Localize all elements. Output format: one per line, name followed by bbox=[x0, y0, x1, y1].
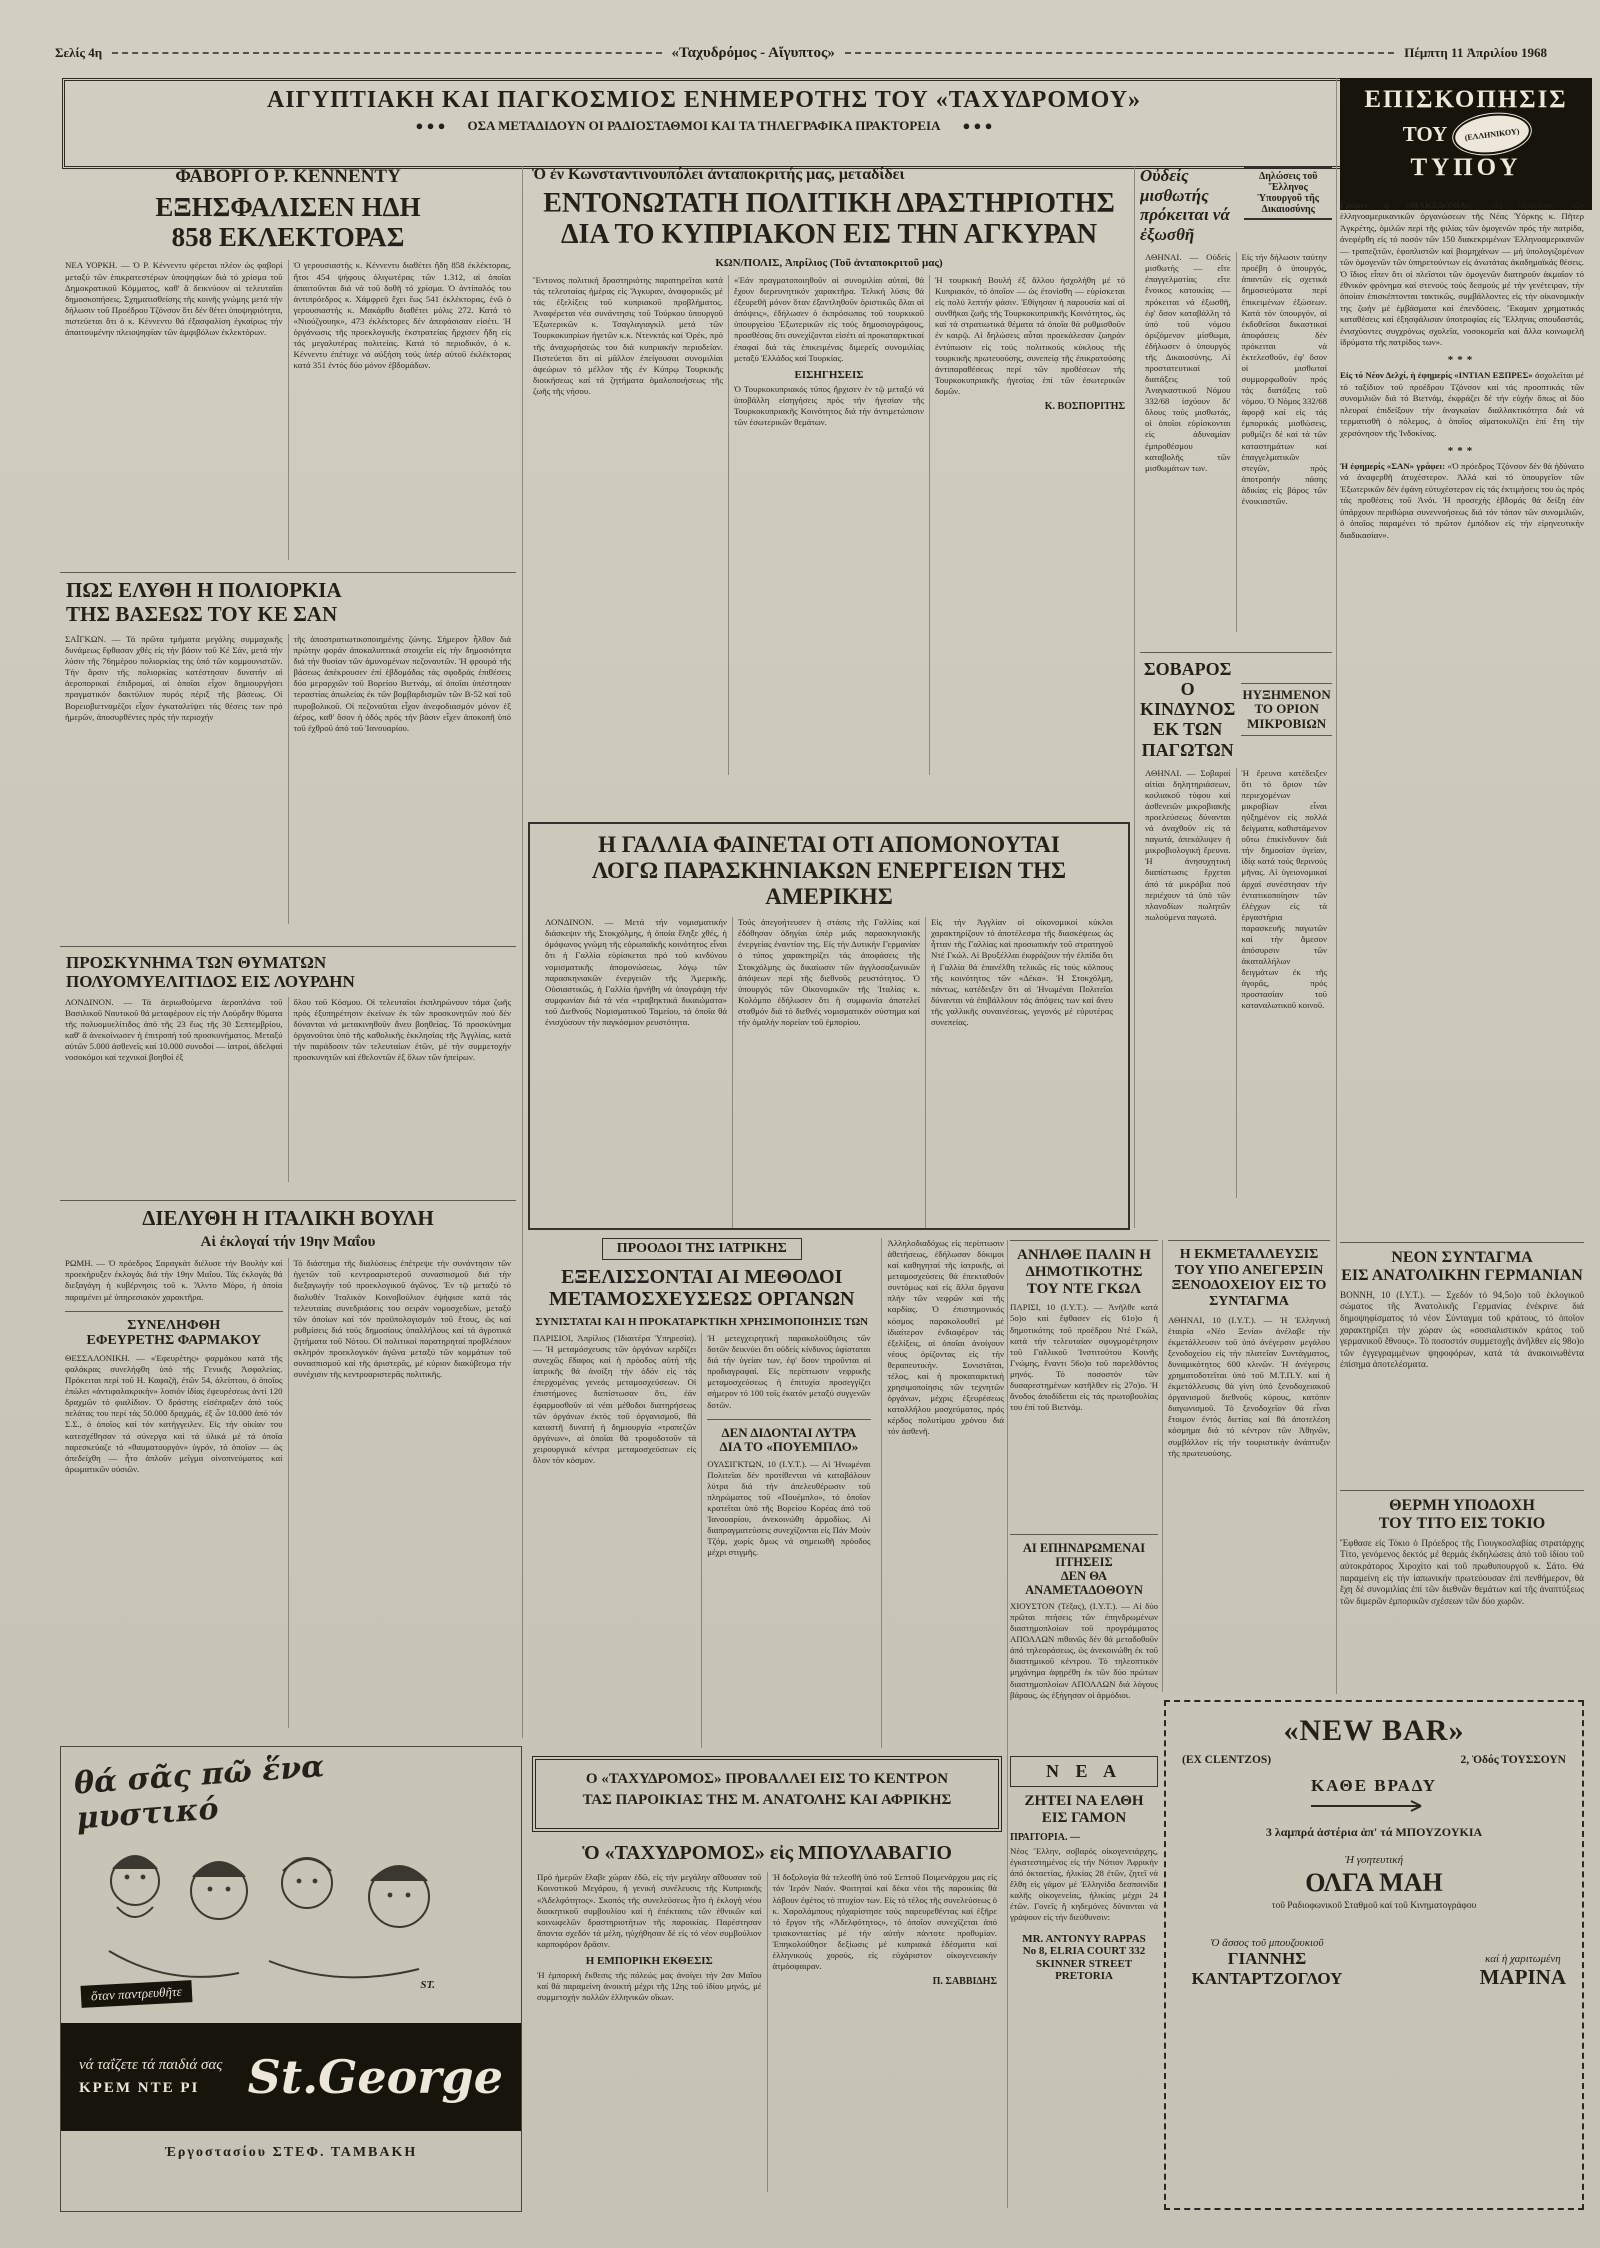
article-kicker: ΠΡΟΟΔΟΙ ΤΗΣ ΙΑΤΡΙΚΗΣ bbox=[602, 1238, 802, 1260]
article-column: ὅλου τοῦ Κόσμου. Οἱ τελευταῖοι ἐκπληρώνουν τάμα ζωῆς πρός ἐξυπηρέτησιν ἐκείνων ἐκ τῶν προσκυνητῶν πού δέν δύνανται νά μετακινηθοῦν ἄνευ βοηθείας. Τό προσκύνημα ὀργανοῦται ὑπό τῆς καθολικῆς ἐκκλησίας τῆς Ἀγγλίας, κατά τήν παράδοσιν τῶν τελευταίων ἐτῶν, μέ τήν συμμετοχήν προσκυνητῶν καί ἐθελοντῶν ἐξ ὅλων τῶν ἠπείρων. bbox=[288, 997, 517, 1182]
press-review-text: «Ὁ πρόεδρος Τζόνσον δέν θά ἠδύνατο νά ἀναφερθῆ ἀτυχέστερον. Ἀλλά καί τό ὑπουργεῖον τῶν Ἐξωτερικῶν δέν ἐφάνη εὐτυχέστερον εἰς τάς ἐκτιμήσεις του ὡς πρός τάς προθέσεις τοῦ Ἀνόι. Ἡ προσεχής ἑβδομάς θά δείξη ἐάν ὑπάρχουν περιθώρια συνεννοήσεως διά τόν τόπον τῶν συνομιλιῶν, ὁ ὁποῖος παραμένει τό πρῶτον ἐμπόδιον εἰς τήν εἰρηνευτικήν διαδικασίαν». bbox=[1340, 461, 1584, 540]
article-tenant bbox=[1140, 166, 1332, 648]
article-column: ΑΘΗΝΑΙ. — Σοβαραί αἰτίαι δηλητηριάσεων, κοιλιακοῦ τύφου καί ἀσθενειῶν μικροβιακῆς προελεύσεως δύνανται νά ἀναχθοῦν εἰς τά παγωτά, ἀπεκάλυψεν ἡ μικροβιολογική ἔρευνα. Ἡ ἀνησυχητική διαπίστωσις ἔρχεται ἀπό τά μικρόβια πού περιέχουν τά ὑπό τῶν πλανοδίων πωλητῶν πωλούμενα παγωτά. bbox=[1145, 767, 1231, 922]
advert-band-left bbox=[79, 2057, 222, 2097]
advert-stars-line: 3 λαμπρά ἀστέρια ἀπ' τά ΜΠΟΥΖΟΥΚΙΑ bbox=[1265, 1825, 1483, 1839]
article-column: Τό διάστημα τῆς διαλύσεως ἐπέτρεψε τήν συνάντησιν τῶν ἡγετῶν τοῦ κεντροαριστεροῦ συνασπισμοῦ διά τήν διεξαγωγήν τοῦ προεκλογικοῦ ἀγῶνος. Ἐν τῷ μεταξύ τό διαλυθέν Ἰταλικόν Κοινοβούλιον ἐψήφισε κατά τάς τελευταίας συνεδριάσεις του σειράν νομοσχεδίων, μεταξύ τῶν ὁποίων καί τόν προϋπολογισμόν τοῦ ἔτους, ὡς καί ρυθμίσεις διά τούς δημοσίους ὑπαλλήλους καί τά ἀγροτικά ζητήματα τοῦ Νότου. Οἱ πολιτικοί παρατηρηταί προβλέπουν σκληρόν προεκλογικόν ἀγῶνα μεταξύ τῶν κομμάτων τοῦ συνασπισμοῦ καί τῆς ἀριστερᾶς, μέ κύριον διακύβευμα τήν συνέχισιν τῆς κεντροαριστερᾶς πολιτικῆς. bbox=[288, 1258, 517, 1728]
article-khesanh bbox=[60, 572, 516, 945]
column-rule-vertical bbox=[1162, 1240, 1163, 1692]
article-headline-line1: ΔΕΝ ΔΙΔΟΝΤΑΙ ΛΥΤΡΑ bbox=[721, 1424, 857, 1440]
article-text: ΠΑΡΙΣΙ, 10 (Ι.Υ.Τ.). — Ἀνῆλθε κατά 5ο)ο καί ἔφθασεν εἰς 61ο)ο ἡ δημοτικότης τοῦ προέδρου Ντέ Γκώλ, κατά τήν τελευταίαν σφυγμομέτρησιν τοῦ Γαλλικοῦ Ἰνστιτούτου Κοινῆς Γνώμης, ἔναντι 56ο)ο τοῦ παρελθόντος μηνός. Τό ποσοστόν τῶν δυσαρεστημένων κατῆλθεν εἰς 27ο)ο. Ἡ ἄνοδος ἀποδίδεται εἰς τάς πρωτοβουλίας του ἐπί τοῦ Βιετνάμ. bbox=[1010, 1302, 1158, 1413]
bullets-right: ● ● ● bbox=[962, 118, 993, 133]
address-line: MR. ANTONYY RAPPAS bbox=[1022, 1933, 1146, 1946]
article-column: Εἰς τήν δήλωσιν ταύτην προέβη ὁ ὑπουργός, ἀπαντῶν εἰς σχετικά δημοσιεύματα περί ἐπικειμένων ἐξώσεων. Κατά τόν ὑπουργόν, αἱ ἐκδοθεῖσαι δικαστικαί ἀποφάσεις δέν πρόκειται νά ἐκτελεσθοῦν, ἐφ' ὅσον οἱ μισθωταί συμμορφωθοῦν πρός τάς διατάξεις τοῦ νόμου. Ὁ Νόμος 332/68 ἀφορᾷ καί εἰς τάς ἐμπορικάς μισθώσεις, ρυθμίζει δέ καί τά τῶν καταστημάτων καί ἐπαγγελματικῶν στεγῶν, πρός ἀποτροπήν πάσης ἀδικίας εἰς βάρος τῶν ἐνοικιαστῶν. bbox=[1236, 252, 1333, 632]
article-headline-line1: ΝΕΟΝ ΣΥΝΤΑΓΜΑ bbox=[1391, 1249, 1533, 1266]
star2-name: ΓΙΑΝΝΗΣ ΚΑΝΤΑΡΤΖΟΓΛΟΥ bbox=[1191, 1949, 1343, 1989]
promo-line2: ΤΑΣ ΠΑΡΟΙΚΙΑΣ ΤΗΣ Μ. ΑΝΑΤΟΛΗΣ ΚΑΙ ΑΦΡΙΚΗΣ bbox=[582, 1792, 952, 1808]
promo-box bbox=[532, 1756, 1002, 1832]
article-text: Ὁ Τουρκοκυπριακός τύπος ἤρχισεν ἐν τῷ μεταξύ νά ὑποβάλλη εἰσηγήσεις πρός τήν ἡγεσίαν τῆς Τουρκοκυπριακῆς Κοινότητος διά τήν ἀντιμετώπισιν τῶν ἐσωτερικῶν θεμάτων. bbox=[734, 383, 924, 427]
article-text: Ἡ τουρκική Βουλή ἐξ ἄλλου ἠσχολήθη μέ τό Κυπριακόν, τό ὁποῖον — ὡς ἐτονίσθη — εὑρίσκεται εἰς πολύ λεπτήν φάσιν. Ἐθίγησαν ἡ παρουσία καί αἱ συνθῆκαι ζωῆς τῆς Τουρκοκυπριακῆς Κοινότητος, ὡς καί τά στρατιωτικά θέματα τά ὁποῖα θά ρυθμισθοῦν ἐν καιρῷ. Αἱ δηλώσεις αὗται προεκάλεσαν ζωηράν ἐντύπωσιν εἰς τούς πολιτικούς κύκλους τῆς τουρκικῆς πρωτευούσης, συνεπείᾳ τῆς ἐπικρατούσης ἀντιπαραθέσεως περί τῶν προθέσεων τῆς Τουρκοκυπριακῆς ἡγεσίας ἐπί τῶν ἐσωτερικῶν δομῶν. bbox=[935, 275, 1125, 396]
article-boulavagio bbox=[532, 1842, 1002, 2210]
article-column: ΑΘΗΝΑΙ. — Οὐδείς μισθωτής — εἴτε ἐπαγγελματίας εἴτε ἔνοικος κατοικίας — πρόκειται νά ἐξωσθῆ, ἐφ' ὅσον καταβάλλη τό ὑπό τοῦ νόμου ὁριζόμενον μίσθωμα, ἐδήλωσεν ὁ ὑπουργός τῆς Δικαιοσύνης. Αἱ προστατευτικαί διατάξεις τοῦ Ἀναγκαστικοῦ Νόμου 332/68 ἰσχύουν δι' ὅλους τούς μισθωτάς, οἱ ὁποῖοι εὑρίσκονται εἰς ἀδυναμίαν ἐμπροθέσμου καταβολῆς τῶν μισθωμάτων των. bbox=[1145, 252, 1231, 473]
article-column bbox=[929, 275, 1130, 775]
article-column bbox=[532, 1872, 767, 2192]
bullets-left: ● ● ● bbox=[415, 118, 446, 133]
article-headline-line2: ΛΟΓΩ ΠΑΡΑΣΚΗΝΙΑΚΩΝ ΕΝΕΡΓΕΙΩΝ ΤΗΣ ΑΜΕΡΙΚΗΣ bbox=[591, 857, 1067, 909]
article-signature: Π. ΣΑΒΒΙΔΗΣ bbox=[932, 1976, 997, 1988]
article-icecream bbox=[1140, 652, 1332, 1239]
advert-bottom-row bbox=[1182, 1937, 1566, 1990]
article-text: ΘΕΣΣΑΛΟΝΙΚΗ. — «Ἐφευρέτης» φαρμάκου κατά τῆς φαλάκρας συνελήφθη ὑπό τῆς Γενικῆς Ἀσφαλείας. Πρόκειται περί τοῦ Η. Καφαζῆ, ἐτῶν 54, ἀλείπτου, ὁ ὁποῖος ἐπώλει «ἀντιφαλακρικήν» λοσιόν ἰδίας ἐφευρέσεως ἀντί 120 δραχμῶν τό φιαλίδιον. Ὁ δράστης εἰσέπραξεν ἀπό τούς πελάτας του περί τάς 50.000 δραχμάς, ἐξ ὧν 10.000 ἀπό τόν Σ.Σ., ὁ ὁποῖος καί τόν κατήγγειλεν. Εἰς τήν οἰκίαν του κατεσχέθησαν τά σύνεργα καί τά ὑλικά μέ τά ὁποῖα παρεσκεύαζε τό «θαυματουργόν» ὑγρόν, τό ὁποῖον — ὡς ἀπεδείχθη — ἦτο ἁπλοῦν μεῖγμα οἰνοπνεύματος καί ἀρωματικῶν οὐσιῶν. bbox=[65, 1352, 283, 1474]
article-france bbox=[528, 822, 1130, 1230]
article-text: ΒΟΝΝΗ, 10 (Ι.Υ.Τ.). — Σχεδόν τό 94,5ο)ο τοῦ ἐκλογικοῦ σώματος τῆς Ἀνατολικῆς Γερμανίας ἐνέκρινε διά δημοψηφίσματος τό νέον Σύνταγμα τοῦ κράτους, τό ὁποῖον χαρακτηρίζει τήν χώραν ὡς «σοσιαλιστικόν κράτος τοῦ γερμανικοῦ ἔθνους». Τό ποσοστόν συμμετοχῆς ἀνῆλθεν εἰς 98ο)ο τῶν ἐγγεγραμμένων ψηφοφόρων, κατά τά ἀνακοινωθέντα ἐπίσημα ἀποτελέσματα. bbox=[1340, 1289, 1584, 1370]
article-cyprus bbox=[528, 166, 1130, 814]
article-headline: Οὐδείς μισθωτής πρόκειται νά ἐξωσθῆ bbox=[1140, 166, 1230, 244]
press-review-source: Γράφει ἡ «ΜΑΚΕΔΟΝΙΑ»: bbox=[1340, 200, 1474, 210]
article-headline-line2: ΤΟΥ ΤΙΤΟ ΕΙΣ ΤΟΚΙΟ bbox=[1378, 1514, 1546, 1532]
article-medical-main bbox=[528, 1238, 876, 1748]
article-column: ΝΕΑ ΥΟΡΚΗ. — Ὁ Ρ. Κέννεντυ φέρεται πλέον ὡς φαβορί μεταξύ τῶν ἐπικρατεστέρων ὑποψηφίων διά τό χρίσμα τοῦ Δημοκρατικοῦ Κόμματος, καθ' ἅ δεικνύουν αἱ τελευταῖαι δημοσκοπήσεις. Σχηματισθείσης τῆς κοινῆς γνώμης μετά τήν δήλωσιν τοῦ Προέδρου Τζόνσον ὅτι δέν θέτει ὑποψηφιότητα, πιστεύεται ὅτι ὁ κ. Κέννεντυ θά ἐξασφαλίση ἐγκαίρως τήν ἀπαιτουμένην πλειοψηφίαν τῶν ἀμφιβόλων ἐκλεκτόρων. bbox=[65, 260, 283, 337]
article-column: ΛΟΝΔΙΝΟΝ. — Τά ἀεριωθούμενα ἀεροπλάνα τοῦ Βασιλικοῦ Ναυτικοῦ θά μεταφέρουν εἰς τήν Λούρδην θύματα τῆς πολυομυελίτιδος ἀπό τῆς 23 ἕως τῆς 30 Σεπτεμβρίου, καθ' ἅ ἀνεκοίνωσεν ἡ ἐπιτροπή τοῦ προσκυνήματος. Μεταξύ αὐτῶν 5.000 ἀσθενεῖς καί 10.000 συνοδοί — ἰατροί, ἀδελφαί νοσοκόμοι καί τεχνικοί βοηθοί ἐξ bbox=[65, 997, 283, 1063]
article-dateline: ΚΩΝ/ΠΟΛΙΣ, Ἀπρίλιος (Τοῦ ἀνταποκριτοῦ μας) bbox=[715, 256, 943, 269]
press-review-item bbox=[1340, 200, 1584, 348]
article-headline-line2: ΔΙΑ ΤΟ «ΠΟΥΕΜΠΛΟ» bbox=[719, 1439, 859, 1455]
article-column bbox=[60, 1258, 288, 1728]
banner-title: ΑΙΓΥΠΤΙΑΚΗ ΚΑΙ ΠΑΓΚΟΣΜΙΟΣ ΕΝΗΜΕΡΟΤΗΣ ΤΟΥ «ΤΑΧΥΔΡΟΜΟΥ» bbox=[266, 87, 1142, 113]
section-separator: *** bbox=[1447, 445, 1477, 458]
article-text: ΟΥΑΣΙΓΚΤΩΝ, 10 (Ι.Υ.Τ.). — Αἱ Ἡνωμέναι Πολιτεῖαι δέν προτίθενται νά καταβάλουν λύτρα διά τήν ἀπελευθέρωσιν τοῦ πληρώματος τοῦ «Πουέμπλο», τό ὁποῖον κρατεῖται ὑπό τῆς Βορείου Κορέας ἀπό τοῦ Ἰανουαρίου, ἀνεκοινώθη ἁρμοδίως. Αἱ διαπραγματεύσεις συνεχίζονται εἰς Πάν Μούν Τζόμ, χωρίς ὅμως νά σημειωθῆ πρόοδος μέχρι στιγμῆς. bbox=[707, 1458, 871, 1558]
address-line: No 8, ELRIA COURT 332 bbox=[1022, 1945, 1146, 1958]
page-number: Σελίς 4η bbox=[55, 45, 103, 60]
star2-label: Ὁ ἄσσος τοῦ μπουζουκιοῦ bbox=[1210, 1937, 1324, 1949]
header-rule-right bbox=[845, 52, 1394, 54]
nea-column bbox=[1010, 1756, 1158, 2210]
article-headline-line2: ΕΙΣ ΑΝΑΤΟΛΙΚΗΝ ΓΕΡΜΑΝΙΑΝ bbox=[1341, 1266, 1583, 1284]
star1-description: τοῦ Ραδιοφωνικοῦ Σταθμοῦ καί τοῦ Κινηματογράφου bbox=[1271, 1901, 1477, 1911]
article-text: Ἡ μετεγχειρητική παρακολούθησις τῶν δοτῶν δεικνύει ὅτι οὐδείς κίνδυνος ὑφίσταται διά τήν ὑγείαν των, ἐφ' ὅσον τηροῦνται αἱ προδιαγραφαί. Εἰς περίπτωσιν νεφρικῆς μεταμοσχεύσεως ἡ ἐπιτυχία προσεγγίζει σήμερον τό 100 τοῖς ἑκατόν μεταξύ συγγενῶν δοτῶν. bbox=[707, 1333, 871, 1410]
arrow-icon bbox=[1309, 1798, 1439, 1814]
news-banner bbox=[62, 78, 1346, 169]
star3-name: ΜΑΡΙΝΑ bbox=[1479, 1964, 1566, 1989]
press-review-item bbox=[1340, 461, 1584, 541]
star1-label: Ἡ γοητευτική bbox=[1344, 1854, 1404, 1866]
article-medical bbox=[528, 1238, 1004, 1748]
article-flights bbox=[1010, 1534, 1158, 1757]
article-column: Ἔντονος πολιτική δραστηριότης παρατηρεῖται κατά τάς τελευταίας ἡμέρας εἰς Ἄγκυραν, ἀναφορικῶς μέ τάς ἐξελίξεις τοῦ κυπριακοῦ προβλήματος. Ἀναφέρεται νέα συνάντησις τοῦ Τούρκου ὑπουργοῦ Ἐξωτερικῶν κ. Τσαγλαγιαγκίλ μετά τῶν Τουρκοκυπρίων ἡγετῶν κ.κ. Ντενκτάς καί Ὀρέκ, πρό τῆς ἀναχωρήσεώς του διά κυπριακήν περιοδείαν. Πιστεύεται ὅτι αἱ μᾶλλον ἐπείγουσαι συνομιλίαι ἀφεώρων τό μέλλον τῆς ἐν Κύπρῳ Τουρκικῆς διοικήσεως καί τά ζητήματα ὁμαλοποιήσεως τῆς ζωῆς τῆς νήσου. bbox=[533, 275, 723, 396]
masthead: «Ταχυδρόμος - Αἴγυπτος» bbox=[671, 44, 835, 61]
illustrator-signature: ST. bbox=[420, 1979, 435, 1991]
article-headline-line2: ΤΗΣ ΒΑΣΕΩΣ ΤΟΥ ΚΕ ΣΑΝ bbox=[66, 601, 338, 626]
press-review-body bbox=[1340, 200, 1584, 1238]
article-pueblo bbox=[707, 1419, 870, 1559]
article-text: Ἡ ἐμπορική ἔκθεσις τῆς πόλεώς μας ἀνοίγει τήν 2αν Μαΐου καί θά παραμείνη ἀνοικτή μέχρι τῆς 12ης τοῦ ἰδίου μηνός, μέ συμμετοχήν πολλῶν ἑλληνικῶν οἴκων. bbox=[537, 1969, 762, 2003]
column-rule-vertical bbox=[1134, 166, 1135, 1228]
article-headline: Η ΕΚΜΕΤΑΛΛΕΥΣΙΣ ΤΟΥ ΥΠΟ ΑΝΕΓΕΡΣΙΝ ΞΕΝΟΔΟΧΕΙΟΥ ΕΙΣ ΤΟ ΣΥΝΤΑΓΜΑ bbox=[1171, 1247, 1327, 1310]
advert-newbar bbox=[1164, 1700, 1584, 2210]
header-rule-left bbox=[112, 52, 661, 54]
column-rule-vertical bbox=[1336, 78, 1337, 1694]
banner-subtitle: ΟΣΑ ΜΕΤΑΔΙΔΟΥΝ ΟΙ ΡΑΔΙΟΣΤΑΘΜΟΙ ΚΑΙ ΤΑ ΤΗΛΕΓΡΑΦΙΚΑ ΠΡΑΚΤΟΡΕΙΑ bbox=[467, 118, 941, 133]
article-kicker: ΦΑΒΟΡΙ Ο Ρ. ΚΕΝΝΕΝΤΥ bbox=[175, 166, 401, 187]
article-headline: ΔΙΕΛΥΘΗ Η ΙΤΑΛΙΚΗ ΒΟΥΛΗ bbox=[142, 1206, 434, 1230]
star3-block bbox=[1480, 1953, 1566, 1990]
article-text: ΡΩΜΗ. — Ὁ πρόεδρος Σαραγκάτ διέλυσε τήν Βουλήν καί προεκήρυξεν ἐκλογάς διά τήν 19ην Μαΐου. Τάς ἐκλογάς θά διεξαγάγη ἡ κυβέρνησις τοῦ κ. Ἄλντο Μόρο, ἡ ὁποία παραμένει μέ ὑπηρεσιακόν χαρακτῆρα. bbox=[65, 1258, 283, 1302]
article-headline-line2: 858 ΕΚΛΕΚΤΟΡΑΣ bbox=[171, 222, 405, 253]
article-headline-line2: ΜΕΤΑΜΟΣΧΕΥΣΕΩΣ ΟΡΓΑΝΩΝ bbox=[548, 1288, 855, 1311]
advert-title: «NEW BAR» bbox=[1283, 1714, 1465, 1747]
starburst-badge-icon: (ΕΛΛΗΝΙΚΟΥ) bbox=[1453, 112, 1531, 157]
star2-block bbox=[1182, 1937, 1352, 1990]
article-italy bbox=[60, 1200, 516, 1745]
article-headline-line2: ΠΟΛΥΟΜΥΕΛΙΤΙΔΟΣ ΕΙΣ ΛΟΥΡΔΗΝ bbox=[66, 972, 355, 992]
article-lourdes bbox=[60, 946, 516, 1199]
article-column: τῆς ἀποστρατιωτικοποιημένης ζώνης. Σήμερον ἦλθον διά πρώτην φοράν ἀποκαλυπτικά στοιχεῖα εἰς τήν δημοσιότητα διά τήν θυσίαν τῶν ἀμυνομένων πεζοναυτῶν. Ἡ φρουρά τῆς βάσεως ἀπέκρουσεν ἐπί ἑβδομάδας τάς σφοδράς ἐπιθέσεις δύο μεραρχιῶν τοῦ Βορείου Βιετνάμ, αἱ ὁποῖαι ὑπέστησαν τεραστίας ἀπωλείας ἐκ τῶν βομβαρδισμῶν τῶν Β-52 καί τοῦ πυροβολικοῦ. Οἱ πεζοναῦται εἶχον ἀνεφοδιασμόν μόνον ἐξ ἀέρος, καθ' ὅσον ἡ ὁδός πρός τήν βάσιν εἶχεν ἀποκοπῆ ὑπό τοῦ ἐχθροῦ ἀπό τοῦ Ἰανουαρίου. bbox=[288, 634, 517, 924]
article-text: ΑΘΗΝΑΙ, 10 (Ι.Υ.Τ.). — Ἡ Ἑλληνική ἑταιρία «Νέο Ξενία» ἀνέλαβε τήν ἐκμετάλλευσιν τοῦ ὑπό ἀνέγερσιν μεγάλου ξενοδοχείου εἰς τήν πλατεῖαν Συντάγματος, δυναμικότητος 600 κλινῶν. Ἡ ἀνέγερσις χρηματοδοτεῖται ὑπό τοῦ Μ.Τ.Π.Υ. καί ἡ ἐκμετάλλευσις θά γίνη ὑπό ξενοδοχειακοῦ ὀργανισμοῦ διεθνοῦς κύρους, κατόπιν διαγωνισμοῦ. Τό ξενοδοχεῖον θά εἶναι ἕτοιμον ἐντός διετίας καί θά ἀποτελέση κόσμημα διά τό κέντρον τῶν Ἀθηνῶν, συμβάλλον εἰς τήν τουριστικήν ἀνάπτυξιν τῆς πρωτευούσης. bbox=[1168, 1314, 1330, 1458]
address-line: PRETORIA bbox=[1055, 1970, 1113, 1983]
nea-header: Ν Ε Α bbox=[1010, 1756, 1158, 1787]
article-headline: Ὁ «ΤΑΧΥΔΡΟΜΟΣ» εἰς ΜΠΟΥΛΑΒΑΓΙΟ bbox=[582, 1842, 952, 1864]
article-column bbox=[701, 1333, 875, 1748]
article-column: Ἀλληλοδιαδόχως εἰς περίπτωσιν ἀθετήσεως, ἐδήλωσαν δόκιμοι καί καθηγηταί τῆς ἰατρικῆς, αἱ μεταμοσχεύσεις θά ἐπεκταθοῦν συντόμως καί εἰς ἄλλα ὄργανα πλήν τῶν νεφρῶν καί τῆς καρδίας. Ὁ ἐπιστημονικός κόσμος παρακολουθεῖ μέ ἰδιαίτερον ἐνδιαφέρον τάς ἐξελίξεις, αἱ ὁποῖαι ἀνοίγουν νέους ὁρίζοντας εἰς τήν θεραπευτικήν. Συνιστᾶται, τέλος, καί ἡ προκαταρκτική χρησιμοποίησις τῶν τεχνητῶν ὀργάνων, μέχρις ἐξευρέσεως καταλλήλου μοσχεύματος, πρός κέρδος πολυτίμου χρόνου διά τόν ἀσθενῆ. bbox=[881, 1238, 1005, 1748]
column-rule-vertical bbox=[522, 166, 523, 1738]
article-kicker: Ὁ ἐν Κωνσταντινουπόλει ἀνταποκριτής μας, μεταδίδει bbox=[532, 166, 905, 183]
article-column: Ὁ γερουσιαστής κ. Κέννεντυ διαθέτει ἤδη 858 ἐκλέκτορας, ἤτοι 454 ψήφους ὀλιγωτέρας τῶν 1.312, αἱ ὁποῖαι ἀπαιτοῦνται διά νά τοῦ δοθῆ τό χρίσμα. Ὁ ἀντίπαλός του ἀντιπρόεδρος κ. Χάμφρεϋ ἔχει ἕως 541 ἐκλέκτορας, ἐνῶ ὁ γερουσιαστής κ. Μακάρθυ διαθέτει μόλις 272. Κατά τό «Νιούζγουηκ», 473 ἐκλέκτορες δέν ἀπεφάσισαν εἰσέτι. Ἡ ὀργάνωσις τῆς προεκλογικῆς ἐκστρατείας ἤρχισεν ἤδη εἰς τάς μεγαλυτέρας πολιτείας. Κατά τό περιοδικόν, ὁ κ. Κέννεντυ ἐπέτυχε νά αὐξήση τούς ὑπέρ αὐτοῦ ἐκλέκτορας κατά 351 ἐντός δύο μόνον ἑβδομάδων. bbox=[288, 260, 517, 560]
article-text: «Ἐάν πραγματοποιηθοῦν αἱ συνομιλίαι αὐταί, θά ἔχουν διερευνητικόν χαρακτῆρα. Τελική λύσις θά ἐξευρεθῆ μόνον ὅταν ἐξαντληθοῦν ὁριστικῶς ὅλαι αἱ ἀπόψεις», ἐδήλωσεν ὁ ἐκπρόσωπος τοῦ τουρκικοῦ ὑπουργείου Ἐξωτερικῶν εἰς τούς δημοσιογράφους, προσθέσας ὅτι συνεχίζονται εἰσέτι αἱ προκαταρκτικαί ἐπαφαί διά τάς ἐπικειμένας διμερεῖς συνομιλίας μεταξύ Ἑλλάδος καί Τουρκίας. bbox=[734, 275, 924, 363]
article-pharma bbox=[65, 1311, 283, 1475]
article-text: ΧΙΟΥΣΤΟΝ (Τέξας), (Ι.Υ.Τ.). — Αἱ δύο πρῶται πτήσεις τῶν ἐπηνδρωμένων διαστημοπλοίων τοῦ προγράμματος ΑΠΟΛΛΩΝ πιθανῶς δέν θά μεταδοθοῦν ἀπό τηλεοράσεως, ὡς ἀνεκοινώθη ἐκ τοῦ διαστημικοῦ κέντρου. Τό τηλεοπτικόν μηχάνημα ἀφῃρέθη ἐκ τῶν δύο πρώτων διαστημοπλοίων ΑΠΟΛΛΩΝ διά λόγους βάρους, ὡς ἐξήγησαν οἱ ἁρμόδιοι. bbox=[1010, 1601, 1158, 1700]
article-headline-line2: ΕΙΣ ΓΑΜΟΝ bbox=[1041, 1809, 1127, 1826]
page-date: Πέμπτη 11 Ἀπριλίου 1968 bbox=[1404, 45, 1547, 60]
article-column: ΣΑΪΓΚΩΝ. — Τά πρῶτα τμήματα μεγάλης συμμαχικῆς δυνάμεως ἔφθασαν χθές εἰς τήν βάσιν τοῦ Κέ Σάν, μετά τήν λύσιν τῆς 76ημέρου πολιορκίας της ὑπό τῶν κομμουνιστῶν. Τήν ἄρσιν τῆς πολιορκίας κατέστησαν δυνατήν αἱ ἀεροπορικαί ἐπιδρομαί, αἱ ὁποῖαι εἶχον δημιουργήσει πραγματικόν δακτύλιον πυρός πέριξ τῆς βάσεως. Οἱ Βορειοβιετναμέζοι εἶχον ἐγκαταλείψει τάς θέσεις των πρό ἡμερῶν, ἀποσυρθέντες πρός τήν περιοχήν bbox=[65, 634, 283, 722]
article-headline-line1: ΖΗΤΕΙ ΝΑ ΕΛΘΗ bbox=[1024, 1793, 1144, 1809]
press-review-title-row bbox=[1344, 116, 1588, 152]
article-column: Εἰς τήν Ἀγγλίαν οἱ οἰκονομικοί κύκλοι χαρακτηρίζουν τό ἀποτέλεσμα τῆς διασκέψεως ὡς ἧτταν τῆς Γαλλίας καί προσωπικήν τοῦ στρατηγοῦ Ντέ Γκώλ. Αἱ Βρυξέλλαι ἐκφράζουν τήν ἐλπίδα ὅτι ἡ Γαλλία θά ἐπανέλθη τελικῶς εἰς τούς κόλπους τῆς κοινότητος τῶν «Δέκα». Ἡ Στοκχόλμη, πάντως, κατέδειξεν ὅτι αἱ Ἡνωμέναι Πολιτεῖαι δύνανται νά ἐπιβάλλουν τάς ἀπόψεις των καί ἄνευ τῆς γαλλικῆς συναινέσεως, γεγονός μέ εὐρυτέρας συνεπείας. bbox=[925, 917, 1118, 1230]
article-subhead: Δηλώσεις τοῦ Ἕλληνος Ὑπουργοῦ τῆς Δικαιοσύνης bbox=[1244, 166, 1332, 220]
article-column bbox=[728, 275, 929, 775]
advert-script-headline: θά σᾶς πῶ ἕνα μυστικό bbox=[72, 1749, 326, 1837]
article-headline-line1: ΕΝΤΟΝΩΤΑΤΗ ΠΟΛΙΤΙΚΗ ΔΡΑΣΤΗΡΙΟΤΗΣ bbox=[543, 188, 1115, 219]
advert-ex-name: (EX CLENTZOS) bbox=[1182, 1754, 1272, 1766]
article-column: Ἡ ἔρευνα κατέδειξεν ὅτι τό ὅριον τῶν περιεχομένων μικροβίων εἶναι ηὐξημένον εἰς πολλά δείγματα, καθιστάμενον οὕτω ἐπικίνδυνον διά τήν δημοσίαν ὑγείαν, ἰδίᾳ κατά τούς θερινούς μῆνας. Αἱ ὑγειονομικαί ἀρχαί συνέστησαν τήν ἐντατικοποίησιν τῶν ἐλέγχων εἰς τά ἐργαστήρια παρασκευῆς παγωτῶν καί τήν ἄμεσον ἀπόσυρσιν τῶν ἀκαταλλήλων δειγμάτων ἐκ τῆς ἀγορᾶς, πρός προστασίαν τοῦ καταναλωτικοῦ κοινοῦ. bbox=[1236, 768, 1333, 1198]
article-column: Τούς ἀπεγοήτευσεν ἡ στάσις τῆς Γαλλίας καί ἐδόθησαν ὁδηγίαι ὑπέρ μιᾶς παρασκηνιακῆς ἐνεργείας ἐναντίον της. Εἰς τήν Δυτικήν Γερμανίαν ὁ τύπος χαρακτηρίζει τάς ἀποφάσεις τῆς Στοκχόλμης ὡς δικαίωσιν τῶν ἀγγλοσαξωνικῶν ἀπόψεων περί τῆς διεθνοῦς ρευστότητος. Ὁ ὑπουργός τῶν Οἰκονομικῶν τῆς Ἰταλίας κ. Κολόμπο ἐδήλωσεν ὅτι ἡ συμφωνία ἀποτελεῖ σταθμόν διά τό διεθνές νομισματικόν σύστημα καί τήν ὁμαλήν πορείαν τοῦ ἐμπορίου. bbox=[732, 917, 925, 1230]
advert-illustration bbox=[69, 1811, 509, 2007]
star1-name: ΟΛΓΑ ΜΑΗ bbox=[1305, 1868, 1443, 1897]
advert-brand-name: St.George bbox=[247, 2050, 503, 2104]
article-headline: ΑΝΗΛΘΕ ΠΑΛΙΝ Η ΔΗΜΟΤΙΚΟΤΗΣ ΤΟΥ ΝΤΕ ΓΚΩΛ bbox=[1017, 1247, 1151, 1297]
press-review-title-line3: ΤΥΠΟΥ bbox=[1410, 154, 1522, 181]
press-review-item bbox=[1340, 370, 1584, 439]
article-column bbox=[767, 1872, 1003, 2192]
page-header bbox=[55, 40, 1547, 66]
article-headline-line1: ΠΡΟΣΚΥΝΗΜΑ ΤΩΝ ΘΥΜΑΤΩΝ bbox=[66, 953, 327, 972]
article-text: Νέος Ἕλλην, σοβαρός οἰκογενειάρχης, ἐγκατεστημένος εἰς τήν Νότιον Ἀφρικήν ἀπό ὀκταετίας, ἡλικίας 28 ἐτῶν, ζητεῖ νά ἔλθη εἰς γάμον μέ Ἑλληνίδα δεσποινίδα καλῆς οἰκογενείας, ἡλικίας μέχρι 24 ἐτῶν. Γονεῖς ἤ κηδεμόνες δύνανται νά γράψουν εἰς τήν διεύθυνσιν: bbox=[1010, 1845, 1158, 1923]
advert-stgeorge bbox=[60, 1746, 522, 2212]
article-headline-line2: ΔΙΑ ΤΟ ΚΥΠΡΙΑΚΟΝ ΕΙΣ ΤΗΝ ΑΓΚΥΡΑΝ bbox=[560, 219, 1098, 251]
banner-subtitle-row bbox=[69, 118, 1339, 134]
article-headline-line1: ΑΙ ΕΠΗΝΔΡΩΜΕΝΑΙ ΠΤΗΣΕΙΣ bbox=[1022, 1541, 1146, 1569]
article-text: Ἡ δοξολογία θά τελεσθῆ ὑπό τοῦ Σεπτοῦ Ποιμενάρχου μας εἰς τόν Ἱερόν Ναόν. Φοιτηταί καί δέκα νέοι τῆς παροικίας θά λάβουν ἐφέτος τό πτυχίον των. Εἰς τό τέλος τῆς συνελεύσεως ὁ κ. Χαραλάμπους ηὐχαρίστησε τούς παρευρεθέντας καί ἐξῆρε τό ἔργον τῆς «Ἀδελφότητος», τό ὁποῖον συνεχίζεται ἀπό τριακονταετίας μέ τήν αὐτήν πάντοτε προθυμίαν. Ἐπηκολούθησε δεξίωσις μέ κυπριακά ἐδέσματα καί ἑλληνικούς χορούς, εἰς εὐχάριστον οἰκογενειακήν ἀτμόσφαιραν. bbox=[772, 1872, 997, 1972]
article-headline-line1: ΕΞΗΣΦΑΛΙΣΕΝ ΗΔΗ bbox=[155, 192, 421, 222]
press-review-title-line1: ΕΠΙΣΚΟΠΗΣΙΣ bbox=[1364, 86, 1568, 113]
article-column: ΛΟΝΔΙΝΟΝ. — Μετά τήν νομισματικήν διάσκεψιν τῆς Στοκχόλμης, ἡ ὁποία ἔληξε χθές, ἡ ὁμόφωνος γνώμη τῆς εὐρωπαϊκῆς κοινότητος εἶναι ὅτι ἡ Γαλλία εὑρίσκεται πρό τοῦ κινδύνου νομισματικῆς ἀπομονώσεως, λόγῳ τῶν παρασκηνιακῶν ἐνεργειῶν τῆς Ἀμερικῆς. Οὐσιαστικῶς, ἡ Γαλλία ἠρνήθη νά ὑπογράψη τήν συμφωνίαν διά τά νέα «τραβηκτικά δικαιώματα» τοῦ Διεθνοῦς Νομισματικοῦ Ταμείου, τά ὁποῖα θά ἐνισχύσουν τήν παγκόσμιον ρευστότητα. bbox=[545, 917, 727, 1027]
star3-label: καί ἡ χαριτωμένη bbox=[1484, 1952, 1561, 1965]
article-headline-line1: ΣΥΝΕΛΗΦΘΗ bbox=[127, 1317, 221, 1333]
article-headline-line2: ΕΦΕΥΡΕΤΗΣ ΦΑΡΜΑΚΟΥ bbox=[86, 1333, 261, 1349]
press-review-title-line2: ΤΟΥ bbox=[1402, 121, 1448, 146]
advert-address-row bbox=[1182, 1754, 1566, 1766]
article-headline-line1: ΘΕΡΜΗ ΥΠΟΔΟΧΗ bbox=[1389, 1497, 1535, 1514]
advert-every-night: ΚΑΘΕ ΒΡΑΔΥ bbox=[1310, 1776, 1438, 1795]
advert-product-name: ΚΡΕΜ ΝΤΕ ΡΙ bbox=[79, 2080, 200, 2096]
press-review-source: Ἡ ἐφημερίς «ΣΑΝ» γράφει: bbox=[1340, 461, 1446, 472]
article-headline-line1: ΕΞΕΛΙΣΣΟΝΤΑΙ ΑΙ ΜΕΘΟΔΟΙ bbox=[561, 1266, 843, 1288]
section-separator: *** bbox=[1447, 354, 1477, 367]
press-review-text: «Ὁ Πρόεδρος τῶν ἑλληνοαμερικανικῶν ὀργανώσεων τῆς Νέας Ὑόρκης κ. Πῆτερ Ἀγκρέτης, ὁμιλῶν περί τῆς φιλίας τῶν ὁμογενῶν πρός τήν πατρίδα, ἀνεφέρθη εἰς τό ποσόν τῶν 150 διακεκριμένων Ἑλληνοαμερικανῶν — τραπεζιτῶν, ἐφοπλιστῶν καί βιομηχάνων — μή ὑπολογιζομένων τῶν ὁμογενῶν τῶν ὑπηρετούντων εἰς ἀνωτάτας ἀκαδημαϊκάς θέσεις. Ὁ ἴδιος εἶπεν ὅτι οἱ πλεῖστοι τῶν ὁμογενῶν διατηροῦν ἀκμαῖον τό ἐθνικόν φρόνημα καί στενούς τούς δεσμούς μέ τήν γενέτειραν, τήν ὁποίαν ἐπισκέπτονται τακτικῶς, συμβάλλοντες εἰς τήν οἰκονομικήν της ζωήν μέ ἐμβάσματα καί ἐπενδύσεις. Ἔκαμαν χρηματικάς καταθέσεις καί ἐξησφάλισαν ὑποτροφίας εἰς Ἕλληνας σπουδαστάς, ἐνισχύοντες συγχρόνως σχολεῖα, νοσοκομεῖα καί ἄλλα κοινωφελῆ ἱδρύματα τῆς πατρίδος των». bbox=[1340, 200, 1584, 348]
advert-feed-line: νά ταΐζετε τά παιδιά σας bbox=[79, 2057, 223, 2073]
article-tito bbox=[1340, 1490, 1584, 1703]
article-hotel bbox=[1168, 1240, 1330, 1699]
article-dateline: ΠΡΑΙΤΟΡΙΑ. — bbox=[1010, 1831, 1081, 1843]
column-rule-vertical bbox=[1007, 1240, 1008, 2208]
article-kennedy bbox=[60, 166, 516, 564]
article-subhead: ΣΥΝΙΣΤΑΤΑΙ ΚΑΙ Η ΠΡΟΚΑΤΑΡΚΤΙΚΗ ΧΡΗΣΙΜΟΠΟΙΗΣΙΣ ΤΩΝ bbox=[535, 1315, 869, 1328]
article-headline-line1: ΠΩΣ ΕΛΥΘΗ Η ΠΟΛΙΟΡΚΙΑ bbox=[66, 578, 342, 602]
advert-street: 2, Ὁδός ΤΟΥΣΣΟΥΝ bbox=[1460, 1754, 1566, 1766]
article-column: ΠΑΡΙΣΙΟΙ, Ἀπρίλιος (Ἰδιαιτέρα Ὑπηρεσία). — Ἡ μεταμόσχευσις τῶν ὀργάνων κερδίζει συνεχῶς ἔδαφος καί ἡ πρόοδος αὐτή τῆς ἰατρικῆς θά ἀνοίξη τήν ὁδόν εἰς τάς ἐπερχομένας γενεάς μεταμοσχεύσεων. Οἱ ἐπιστήμονες διεπίστωσαν ὅτι, ἐάν ἐφαρμοσθοῦν αἱ νέαι μέθοδοι διατηρήσεως τῶν ὀργάνων ἐκτός τοῦ ὀργανισμοῦ, θά καταστῆ δυνατή ἡ δημιουργία «τραπεζῶν ὀργάνων», αἱ ὁποῖαι θά τροφοδοτοῦν τά χειρουργικά κέντρα μεταμοσχεύσεων εἰς ὅλον τόν κόσμον. bbox=[533, 1333, 697, 1465]
press-review-header bbox=[1340, 78, 1592, 210]
article-headline-line2: ΔΕΝ ΘΑ ΑΝΑΜΕΤΑΔΟΘΟΥΝ bbox=[1025, 1569, 1143, 1597]
article-subhead: Αἱ ἐκλογαί τήν 19ην Μαΐου bbox=[200, 1233, 376, 1250]
article-headline-line1: Η ΓΑΛΛΙΑ ΦΑΙΝΕΤΑΙ ΟΤΙ ΑΠΟΜΟΝΟΥΤΑΙ bbox=[598, 832, 1060, 857]
promo-line1: Ο «ΤΑΧΥΔΡΟΜΟΣ» ΠΡΟΒΑΛΛΕΙ ΕΙΣ ΤΟ ΚΕΝΤΡΟΝ bbox=[585, 1771, 949, 1787]
press-review-text: ἀσχολεῖται μέ τό ταξίδιον τοῦ προέδρου Τζόνσον καί τάς προοπτικάς τῶν συνομιλιῶν διά τό Βιετνάμ, ἐκφράζει δέ τήν εὐχήν ὅπως αἱ δύο πλευραί ἐπιδείξουν τήν ἀναγκαίαν διαλλακτικότητα διά νά τερματισθῆ ὁ πόλεμος, ὁ ὁποῖος αἱματοκυλίζει ἐπί ἔτη τήν χερσόνησον τῆς Ἰνδοκίνας. bbox=[1340, 370, 1584, 438]
address-line: SKINNER STREET bbox=[1035, 1957, 1133, 1970]
advert-black-band bbox=[61, 2023, 521, 2131]
article-egermany bbox=[1340, 1242, 1584, 1493]
article-degaulle bbox=[1010, 1240, 1158, 1537]
article-text: Πρό ἡμερῶν ἔλαβε χώραν ἐδῶ, εἰς τήν μεγάλην αἴθουσαν τοῦ Κοινοτικοῦ Μεγάρου, ἡ γενική συνέλευσις τῆς Κυπριακῆς «Ἀδελφότητος». Σκοπός τῆς συνελεύσεως ἦτο ἡ ἐκλογή νέου διοικητικοῦ συμβουλίου καί ἡ ἐπέκτασις τῶν ἐθνικῶν καί κοινωφελῶν δραστηριοτήτων τῆς παροικίας. Παρέστησαν ἅπαντα σχεδόν τά μέλη, ηὐχήθησαν δέ εἰς τό νέον συμβούλιον καρποφόρον δρᾶσιν. bbox=[537, 1872, 762, 1949]
advert-ribbon: ὅταν παντρευθῆτε bbox=[81, 1980, 193, 2008]
advert-factory-line: Ἐργοστασίου ΣΤΕΦ. ΤΑΜΒΑΚΗ bbox=[164, 2145, 418, 2160]
press-review-source: Εἰς τό Νέον Δελχί, ἡ ἐφημερίς «ΙΝΤΙΑΝ ΕΞΠΡΕΣ» bbox=[1340, 370, 1533, 381]
article-crosshead: Η ΕΜΠΟΡΙΚΗ ΕΚΘΕΣΙΣ bbox=[585, 1954, 713, 1967]
article-headline-line1: ΣΟΒΑΡΟΣ Ο ΚΙΝΔΥΝΟΣ ΕΚ ΤΩΝ ΠΑΓΩΤΩΝ bbox=[1140, 659, 1236, 760]
article-crosshead: ΕΙΣΗΓΗΣΕΙΣ bbox=[794, 368, 864, 381]
article-headline-line2: ΗΥΞΗΜΕΝΟΝ ΤΟ ΟΡΙΟΝ ΜΙΚΡΟΒΙΩΝ bbox=[1241, 683, 1332, 737]
article-text: Ἔφθασε εἰς Τόκιο ὁ Πρόεδρος τῆς Γιουγκοσλαβίας στρατάρχης Τίτο, γενόμενος δεκτός μέ θερμάς ἐκδηλώσεις ἀπό τοῦ ἰδίου τοῦ αὐτοκράτορος Χιροχίτο καί τοῦ πρωθυπουργοῦ κ. Σάτο. Θά παραμείνη εἰς τήν ἰαπωνικήν πρωτεύουσαν ἐπί πενθήμερον, θά ἔχη δέ συνομιλίας ἐπί τῶν διεθνῶν θεμάτων καί τῆς ἀναπτύξεως τῶν διμερῶν ἐμπορικῶν σχέσεων τῶν δύο χωρῶν. bbox=[1340, 1537, 1584, 1606]
article-signature: Κ. ΒΟΣΠΟΡΙΤΗΣ bbox=[1044, 400, 1125, 412]
